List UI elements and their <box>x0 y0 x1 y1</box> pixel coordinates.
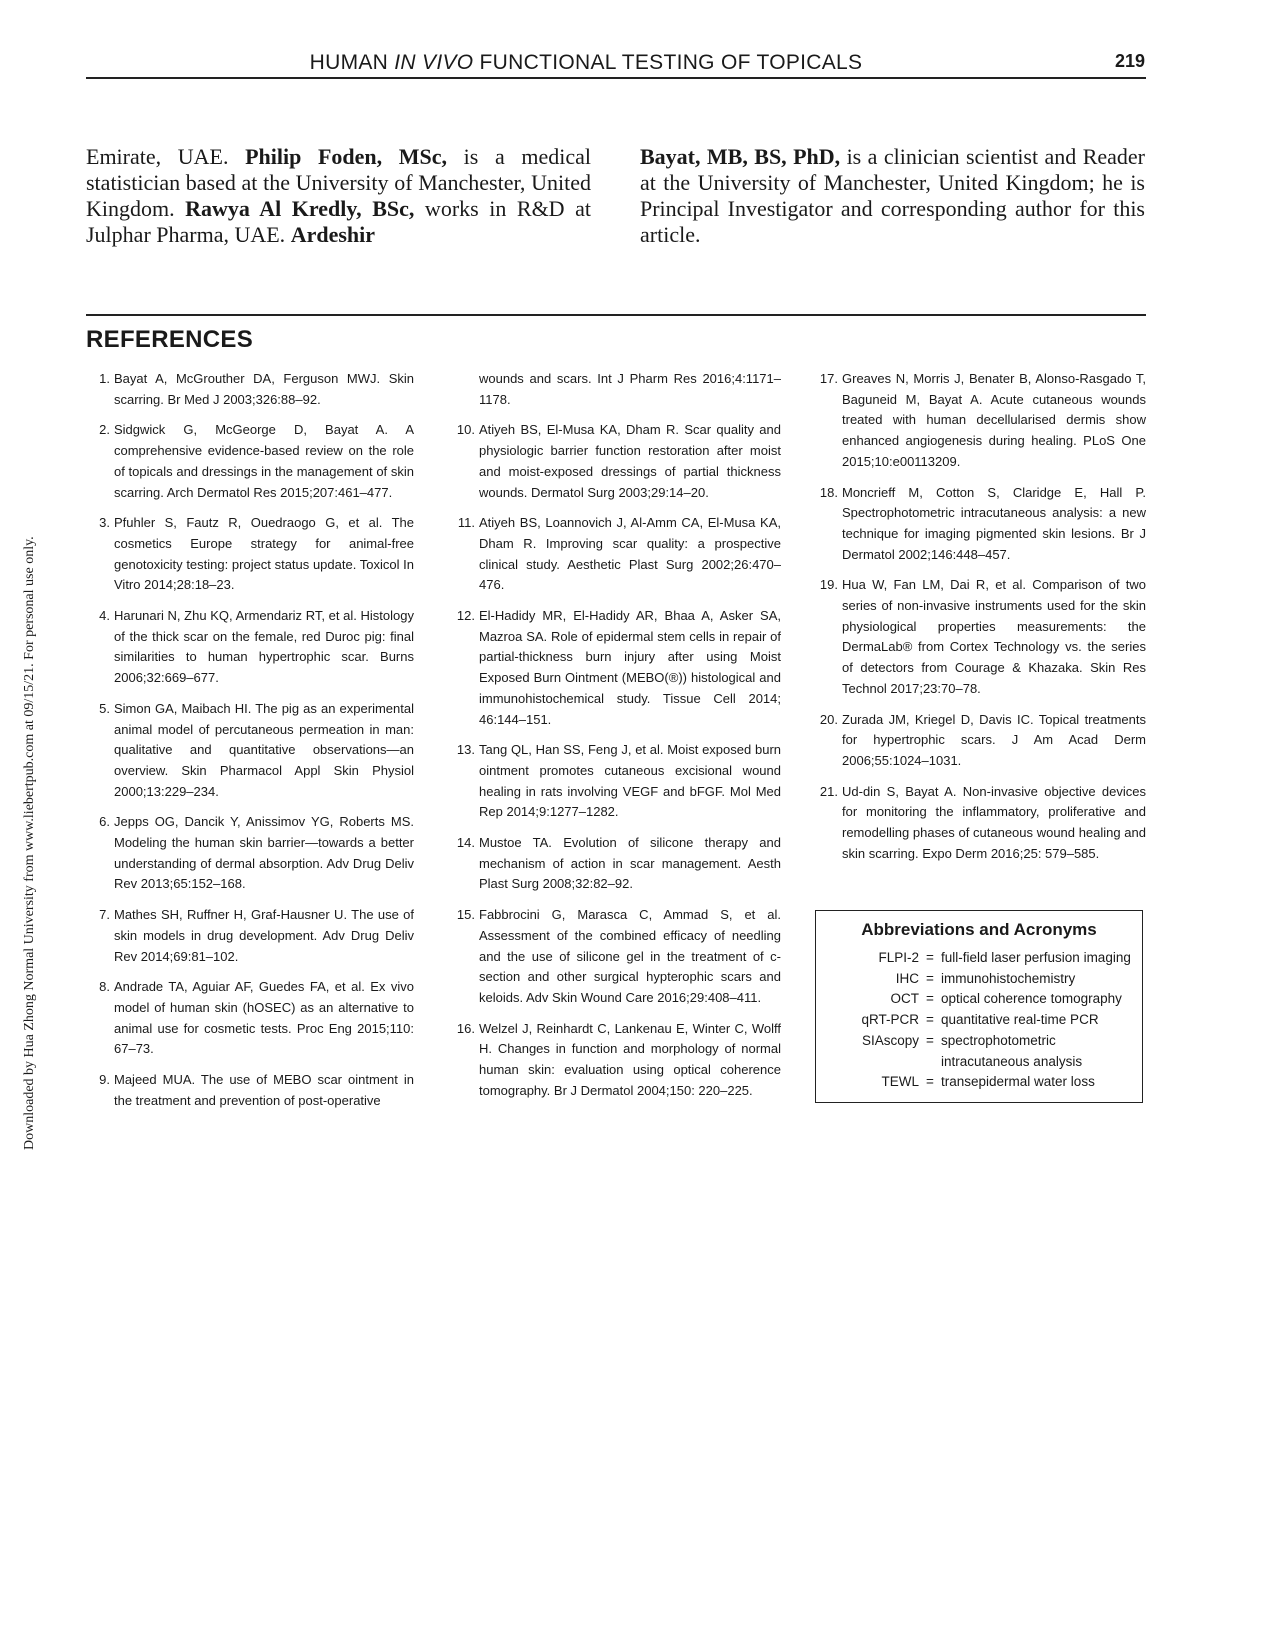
reference-number: 15. <box>456 907 475 923</box>
reference-item <box>451 606 781 730</box>
abbreviation-definition: full-field laser perfusion imaging <box>941 950 1131 965</box>
reference-text: Harunari N, Zhu KQ, Armendariz RT, et al. Histology of the thick scar on the female, red Duroc pig: final similarities to human hypertrophic scar. Burns 2006;32:669–677. <box>114 608 414 686</box>
abbreviation-term: TEWL <box>881 1074 919 1090</box>
references-column-2 <box>451 369 781 1112</box>
reference-item <box>88 369 414 410</box>
reference-text: Sidgwick G, McGeorge D, Bayat A. A comprehensive evidence-based review on the role of topicals and dressings in the management of skin scarring. Arch Dermatol Res 2015;207:461–477. <box>114 422 414 500</box>
header-rule <box>86 77 1146 79</box>
abbreviation-row <box>816 1072 1142 1093</box>
bio-segment: Ardeshir <box>290 222 376 247</box>
reference-number: 6. <box>99 814 110 830</box>
reference-item <box>451 420 781 503</box>
bio-segment: Philip Foden, MSc, <box>245 144 448 169</box>
bio-segment: is a medical statistician based at the University of Manchester, United Kingdom. <box>86 144 591 221</box>
bio-right <box>640 144 1145 248</box>
reference-item <box>88 513 414 596</box>
reference-item <box>451 1019 781 1102</box>
reference-item <box>88 606 414 689</box>
reference-item <box>88 1070 414 1111</box>
abbreviation-definition: quantitative real-time PCR <box>941 1012 1099 1028</box>
reference-text: El-Hadidy MR, El-Hadidy AR, Bhaa A, Asker SA, Mazroa SA. Role of epidermal stem cells in repair of partial-thickness burn injury after using Moist Exposed Burn Ointment (MEBO(®)) histological and immunohistochemical study. Tissue Cell 2014; 46:144–151. <box>479 608 781 727</box>
reference-text: Tang QL, Han SS, Feng J, et al. Moist exposed burn ointment promotes cutaneous excisional wound healing in rats involving VEGF and bFGF. Mol Med Rep 2014;9:1277–1282. <box>479 742 781 820</box>
abbreviation-definition: transepidermal water loss <box>941 1074 1095 1090</box>
abbreviation-definition: spectrophotometric intracutaneous analysis <box>941 1032 1083 1069</box>
reference-number: 20. <box>819 711 838 727</box>
reference-text: Hua W, Fan LM, Dai R, et al. Comparison of two series of non-invasive instruments used for the skin physiological properties measurements: the DermaLab® from Cortex Technology vs. the series of detectors from Courage & Khazaka. Skin Res Technol 2017;23:70–78. <box>842 577 1146 696</box>
reference-item <box>814 369 1146 473</box>
bio-segment: Bayat, MB, BS, PhD, <box>640 144 841 169</box>
abbreviation-term: qRT-PCR <box>861 1012 919 1028</box>
reference-number: 18. <box>819 484 838 500</box>
reference-number: 5. <box>99 700 110 716</box>
equals-sign: = <box>926 950 934 965</box>
abbreviation-term: OCT <box>890 991 919 1007</box>
reference-number: 2. <box>99 422 110 438</box>
reference-text: Simon GA, Maibach HI. The pig as an experimental animal model of percutaneous permeation in man: qualitative and quantitative observations—an overview. Skin Pharmacol Appl Skin Physiol 2000;13:229–234. <box>114 700 414 799</box>
abbreviation-row <box>816 1010 1142 1031</box>
reference-item <box>88 420 414 503</box>
reference-text: Jepps OG, Dancik Y, Anissimov YG, Roberts MS. Modeling the human skin barrier—towards a better understanding of dermal absorption. Adv Drug Deliv Rev 2013;65:152–168. <box>114 814 414 892</box>
bio-segment: Rawya Al Kredly, BSc, <box>185 196 415 221</box>
abbreviation-row <box>816 989 1142 1010</box>
reference-item <box>88 977 414 1060</box>
reference-number <box>451 369 479 410</box>
reference-text: Majeed MUA. The use of MEBO scar ointment in the treatment and prevention of post-operative <box>114 1072 414 1108</box>
abbreviation-definition: optical coherence tomography <box>941 991 1122 1007</box>
bio-left <box>86 144 591 248</box>
reference-item <box>814 782 1146 865</box>
reference-number: 1. <box>99 371 110 386</box>
bio-segment: Emirate, UAE. <box>86 144 246 169</box>
reference-number: 16. <box>456 1020 475 1036</box>
reference-text: Andrade TA, Aguiar AF, Guedes FA, et al. Ex vivo model of human skin (hOSEC) as an alternative to animal use for cosmetic tests. Proc Eng 2015;110: 67–73. <box>114 979 414 1057</box>
abbreviation-term: FLPI-2 <box>878 950 919 965</box>
reference-item <box>451 740 781 823</box>
reference-number: 12. <box>456 608 475 624</box>
equals-sign: = <box>926 1012 934 1028</box>
bio-segment: works in R&D at Julphar Pharma, UAE. <box>86 196 591 247</box>
reference-number: 13. <box>456 742 475 758</box>
abbreviation-term: IHC <box>895 970 919 986</box>
references-heading: REFERENCES <box>86 326 254 353</box>
section-rule <box>86 314 1146 316</box>
download-notice: Downloaded by Hua Zhong Normal University from www.liebertpub.com at 09/15/21. For personal use only. <box>22 536 37 1150</box>
abbreviations-title: Abbreviations and Acronyms <box>861 920 1097 939</box>
reference-text: Fabbrocini G, Marasca C, Ammad S, et al. Assessment of the combined efficacy of needling and the use of silicone gel in the treatment of c-section and other surgical hypterophic scars and keloids. Adv Skin Wound Care 2016;29:408–411. <box>479 907 781 1005</box>
reference-item <box>88 699 414 803</box>
reference-item <box>814 575 1146 699</box>
reference-text: Welzel J, Reinhardt C, Lankenau E, Winter C, Wolff H. Changes in function and morphology of normal human skin: evaluation using optical coherence tomography. Br J Dermatol 2004;150: 220–225. <box>479 1020 781 1098</box>
reference-text: Mustoe TA. Evolution of silicone therapy and mechanism of action in scar management. Aesth Plast Surg 2008;32:82–92. <box>479 835 781 892</box>
reference-text: Greaves N, Morris J, Benater B, Alonso-Rasgado T, Baguneid M, Bayat A. Acute cutaneous wounds treated with human decellularised dermis show enhanced angiogenesis during healing. PLoS One 2015;10:e00113209. <box>842 371 1146 469</box>
reference-number: 9. <box>99 1072 110 1088</box>
references-column-1 <box>88 369 414 1122</box>
equals-sign: = <box>926 1032 934 1048</box>
references-column-3 <box>814 369 1146 874</box>
reference-item <box>814 483 1146 566</box>
reference-text: Ud-din S, Bayat A. Non-invasive objective devices for monitoring the inflammatory, proliferative and remodelling phases of cutaneous wound healing and skin scarring. Expo Derm 2016;25: 579–585. <box>842 783 1146 861</box>
reference-text: Atiyeh BS, Loannovich J, Al-Amm CA, El-Musa KA, Dham R. Improving scar quality: a prospective clinical study. Aesthetic Plast Surg 2002;26:470–476. <box>479 515 781 593</box>
reference-number: 7. <box>99 907 110 923</box>
reference-item <box>814 710 1146 772</box>
reference-number: 10. <box>456 422 475 438</box>
reference-number: 11. <box>457 515 475 531</box>
equals-sign: = <box>926 970 934 986</box>
reference-number: 17. <box>819 371 838 386</box>
reference-text: Zurada JM, Kriegel D, Davis IC. Topical treatments for hypertrophic scars. J Am Acad Derm 2006;55:1024–1031. <box>842 711 1146 768</box>
abbreviation-row <box>816 969 1142 990</box>
reference-item <box>451 833 781 895</box>
reference-item <box>451 369 781 410</box>
reference-item <box>451 513 781 596</box>
reference-item <box>88 812 414 895</box>
reference-text: Bayat A, McGrouther DA, Ferguson MWJ. Skin scarring. Br Med J 2003;326:88–92. <box>114 371 414 407</box>
reference-item <box>88 905 414 967</box>
reference-text: Moncrieff M, Cotton S, Claridge E, Hall P. Spectrophotometric intracutaneous analysis: a new technique for imaging pigmented skin lesions. Br J Dermatol 2002;146:448–457. <box>842 484 1146 562</box>
equals-sign: = <box>926 1074 934 1090</box>
reference-number: 19. <box>819 577 838 593</box>
reference-text: Pfuhler S, Fautz R, Ouedraogo G, et al. The cosmetics Europe strategy for animal-free genotoxicity testing: project status update. Toxicol In Vitro 2014;28:18–23. <box>114 515 414 593</box>
bio-segment: is a clinician scientist and Reader at the University of Manchester, United Kingdom; he is Principal Investigator and corresponding author for this article. <box>640 144 1145 247</box>
reference-item <box>451 905 781 1009</box>
abbreviations-box <box>815 910 1143 1103</box>
abbreviation-row <box>816 948 1142 969</box>
running-header: HUMAN IN VIVO FUNCTIONAL TESTING OF TOPICALS <box>309 51 863 74</box>
abbreviations-list <box>816 948 1142 1093</box>
reference-text: wounds and scars. Int J Pharm Res 2016;4:1171–1178. <box>479 371 781 407</box>
abbreviation-term: SIAscopy <box>861 1032 919 1048</box>
reference-number: 3. <box>99 515 110 531</box>
reference-number: 21. <box>819 783 838 799</box>
reference-number: 4. <box>99 608 110 624</box>
abbreviation-row <box>816 1031 1142 1072</box>
reference-text: Atiyeh BS, El-Musa KA, Dham R. Scar quality and physiologic barrier function restoration after moist and moist-exposed dressings of partial thickness wounds. Dermatol Surg 2003;29:14–20. <box>479 422 781 500</box>
reference-text: Mathes SH, Ruffner H, Graf-Hausner U. The use of skin models in drug development. Adv Drug Deliv Rev 2014;69:81–102. <box>114 907 414 964</box>
page-number: 219 <box>1114 51 1145 71</box>
equals-sign: = <box>926 991 934 1007</box>
reference-number: 8. <box>99 979 110 995</box>
abbreviation-definition: immunohistochemistry <box>941 970 1076 986</box>
reference-number: 14. <box>456 835 475 851</box>
